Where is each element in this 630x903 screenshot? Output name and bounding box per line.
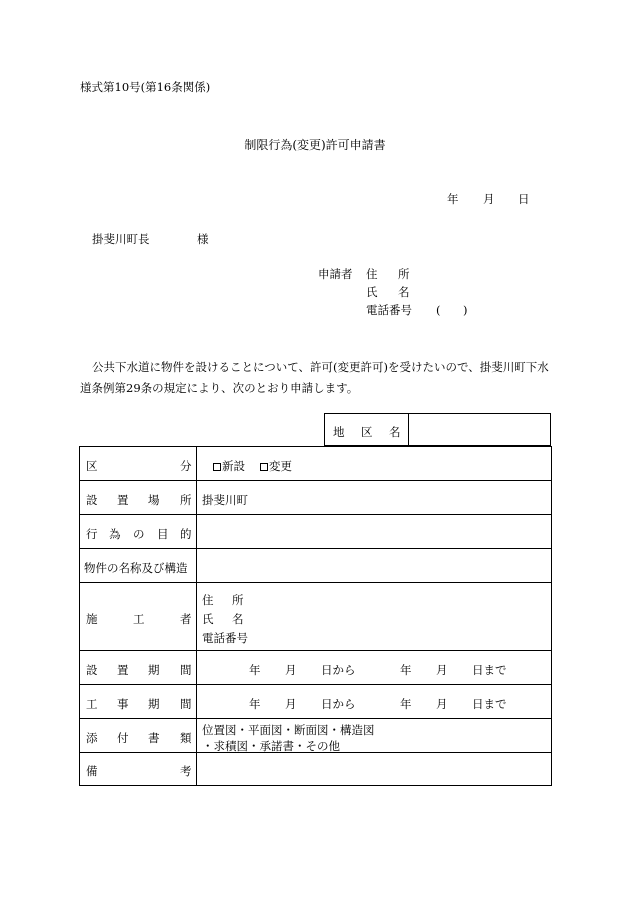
table-row-attachments [80,719,551,753]
checkbox-new[interactable] [213,463,221,471]
phone-paren-close: ) [463,303,468,317]
contractor-name-b: 名 [232,612,244,626]
contractor-name-a: 氏 [202,612,214,626]
work-start-year: 年 [249,697,261,711]
option-new[interactable] [213,458,245,474]
checkbox-change[interactable] [260,463,268,471]
district-label [325,414,409,445]
applicant-name-b: 名 [398,285,410,299]
attachments-c3: 書 [148,731,160,745]
date-day: 日 [518,192,530,206]
work-start-month: 月 [285,697,297,711]
work-period-c1: 工 [86,697,98,711]
applicant-address-a: 住 [366,267,378,281]
applicant-address-b: 所 [398,267,410,281]
attachments-c1: 添 [86,731,98,745]
district-name-box [324,413,551,446]
table-row-work-period [80,685,551,719]
install-period-c1: 設 [86,663,98,677]
purpose-label-c3: の [133,527,145,541]
contractor-label-3: 者 [180,612,192,626]
attachments-line-1: 位置図・平面図・断面図・構造図 [202,723,375,737]
install-end-day: 日まで [472,663,507,677]
category-label-1: 区 [86,459,98,473]
install-period-c4: 間 [180,663,192,677]
applicant-label: 申請者 [318,267,353,281]
contractor-phone: 電話番号 [202,631,248,645]
attachments-line-2: ・求積図・承諾書・その他 [202,739,340,753]
applicant-name-a: 氏 [366,285,378,299]
purpose-label-c1: 行 [86,527,98,541]
location-label-c3: 場 [148,493,160,507]
option-change-label: 変更 [269,459,292,473]
applicant-phone: 電話番号 [366,303,412,317]
addressee-name: 掛斐川町長 [92,232,150,246]
table-row-location [80,481,551,515]
attachments-c4: 類 [180,731,192,745]
work-period-c3: 期 [148,697,160,711]
option-new-label: 新設 [222,459,245,473]
purpose-value-field[interactable] [197,515,551,548]
install-start-day: 日から [321,663,356,677]
install-start-year: 年 [249,663,261,677]
district-value-field[interactable] [409,414,550,445]
work-end-month: 月 [436,697,448,711]
install-period-c3: 期 [148,663,160,677]
form-number: 様式第10号(第16条関係) [80,80,211,94]
attachments-c2: 付 [117,731,129,745]
date-month: 月 [483,192,495,206]
table-row-object [80,549,551,583]
install-end-year: 年 [400,663,412,677]
work-period-c2: 事 [117,697,129,711]
purpose-label-c2: 為 [109,527,121,541]
location-label-c2: 置 [117,493,129,507]
table-row-remarks [80,753,551,785]
remarks-value-field[interactable] [197,753,551,785]
install-start-month: 月 [285,663,297,677]
work-end-day: 日まで [472,697,507,711]
addressee-honorific: 様 [197,232,209,246]
district-label-c1: 地 [333,425,345,439]
purpose-label-c4: 目 [157,527,169,541]
install-end-month: 月 [436,663,448,677]
table-row-category [80,447,551,481]
phone-paren-open: ( [436,303,441,317]
table-row-contractor [80,583,551,651]
contractor-label-1: 施 [86,612,98,626]
contractor-label-2: 工 [133,612,145,626]
district-label-c2: 区 [361,425,373,439]
object-label: 物件の名称及び構造 [84,561,188,575]
work-end-year: 年 [400,697,412,711]
date-year: 年 [447,192,459,206]
work-period-c4: 間 [180,697,192,711]
purpose-label-c5: 的 [180,527,192,541]
page-title: 制限行為(変更)許可申請書 [244,138,386,152]
table-row-install-period [80,651,551,685]
district-label-c3: 名 [389,425,401,439]
work-start-day: 日から [321,697,356,711]
contractor-address-a: 住 [202,593,214,607]
remarks-label-1: 備 [86,764,98,778]
install-period-c2: 置 [117,663,129,677]
category-label-2: 分 [180,459,192,473]
location-value[interactable]: 掛斐川町 [202,493,248,507]
application-table [79,446,552,786]
body-text: 公共下水道に物件を設けることについて、許可(変更許可)を受けたいので、掛斐川町下水道条例第29条の規定により、次のとおり申請します。 [80,360,549,395]
location-label-c1: 設 [86,493,98,507]
object-value-field[interactable] [197,549,551,582]
option-change[interactable] [260,458,292,474]
location-label-c4: 所 [180,493,192,507]
remarks-label-2: 考 [180,764,192,778]
table-row-purpose [80,515,551,549]
contractor-address-b: 所 [232,593,244,607]
